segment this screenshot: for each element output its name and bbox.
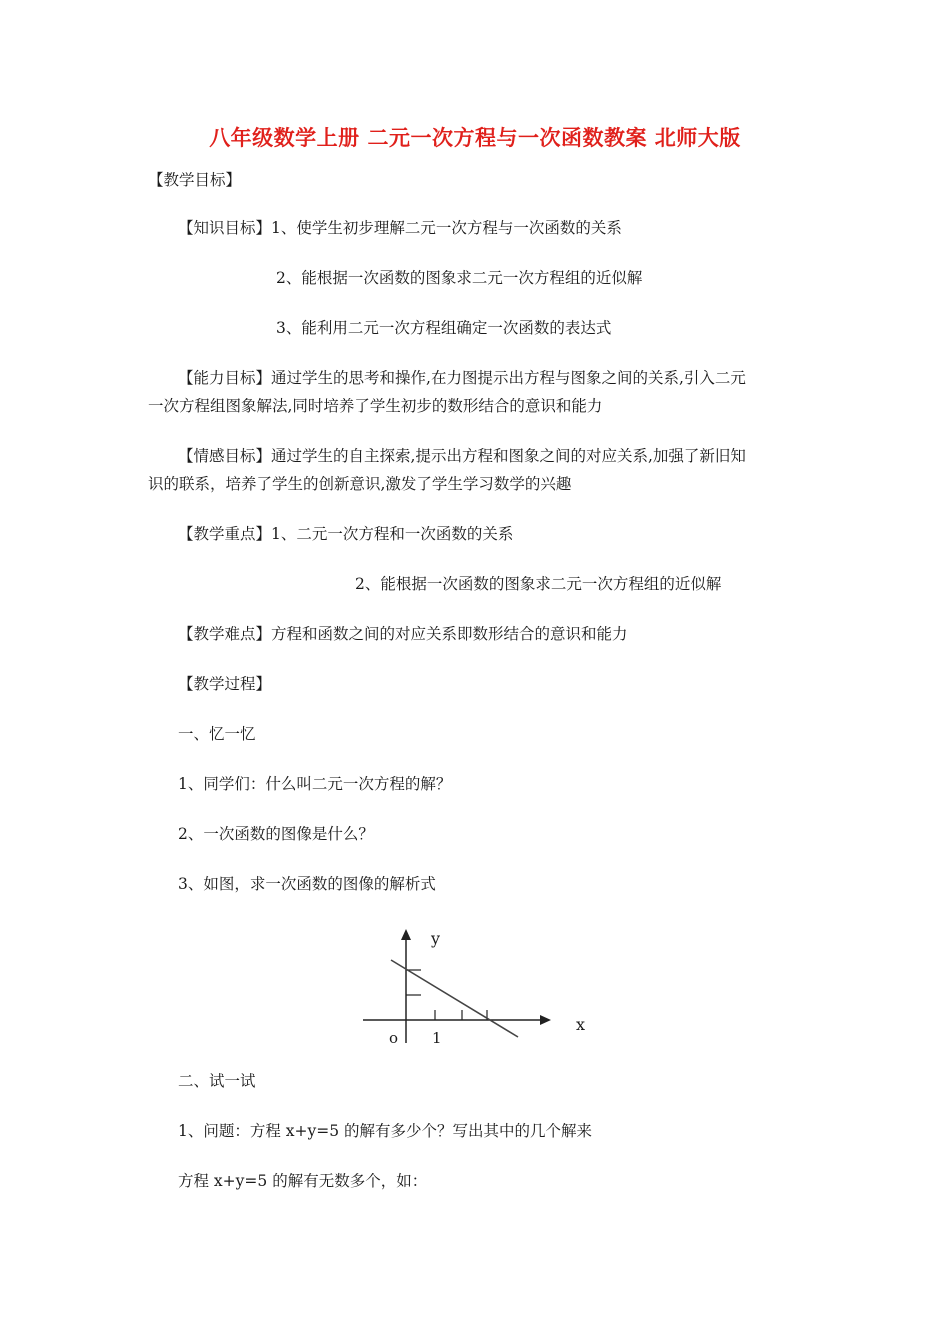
difficulty-text: 方程和函数之间的对应关系即数形结合的意识和能力	[271, 625, 628, 643]
knowledge-label: 【知识目标】	[178, 219, 272, 237]
question-2: 2、一次函数的图像是什么？	[178, 825, 374, 843]
knowledge-item-2: 2、能根据一次函数的图象求二元一次方程组的近似解	[276, 269, 643, 287]
objectives-heading: 【教学目标】	[148, 171, 242, 189]
knowledge-item-3: 3、能利用二元一次方程组确定一次函数的表达式	[276, 319, 612, 337]
y-axis-arrow	[401, 929, 411, 940]
section-2-title: 二、试一试	[178, 1072, 256, 1090]
key-point-2: 2、能根据一次函数的图象求二元一次方程组的近似解	[355, 575, 722, 593]
difficulty	[178, 624, 628, 644]
key-point-1: 1、二元一次方程和一次函数的关系	[271, 525, 514, 543]
knowledge-objective	[178, 218, 622, 238]
difficulty-label: 【教学难点】	[178, 625, 272, 643]
document-title: 八年级数学上册 二元一次方程与一次函数教案 北师大版	[209, 126, 741, 150]
ability-label: 【能力目标】	[178, 369, 272, 387]
ability-line-1: 通过学生的思考和操作,在力图提示出方程与图象之间的关系,引入二元	[271, 369, 746, 387]
x-axis-label: x	[576, 1015, 586, 1034]
question-3: 3、如图，求一次函数的图像的解析式	[178, 875, 436, 893]
x-axis-arrow	[540, 1015, 551, 1025]
linear-function-figure	[355, 925, 595, 1050]
question-1: 1、同学们：什么叫二元一次方程的解？	[178, 775, 452, 793]
y-axis-label: y	[431, 929, 441, 948]
ability-objective	[178, 368, 746, 388]
key-points-label: 【教学重点】	[178, 525, 272, 543]
function-line	[391, 960, 518, 1037]
problem-1: 1、问题：方程 x+y=5 的解有多少个？写出其中的几个解来	[178, 1122, 593, 1140]
ability-line-2: 一次方程组图象解法,同时培养了学生初步的数形结合的意识和能力	[148, 397, 603, 415]
emotion-label: 【情感目标】	[178, 447, 272, 465]
section-1-title: 一、忆一忆	[178, 725, 256, 743]
answer-1: 方程 x+y=5 的解有无数多个，如：	[178, 1172, 428, 1190]
emotion-objective	[178, 446, 746, 466]
knowledge-item-1: 1、使学生初步理解二元一次方程与一次函数的关系	[271, 219, 622, 237]
origin-label: o	[389, 1029, 399, 1047]
key-points	[178, 524, 513, 544]
process-heading: 【教学过程】	[178, 675, 272, 693]
emotion-line-1: 通过学生的自主探索,提示出方程和图象之间的对应关系,加强了新旧知	[271, 447, 746, 465]
unit-label: 1	[432, 1029, 442, 1047]
emotion-line-2: 识的联系，培养了学生的创新意识,激发了学生学习数学的兴趣	[148, 475, 572, 493]
